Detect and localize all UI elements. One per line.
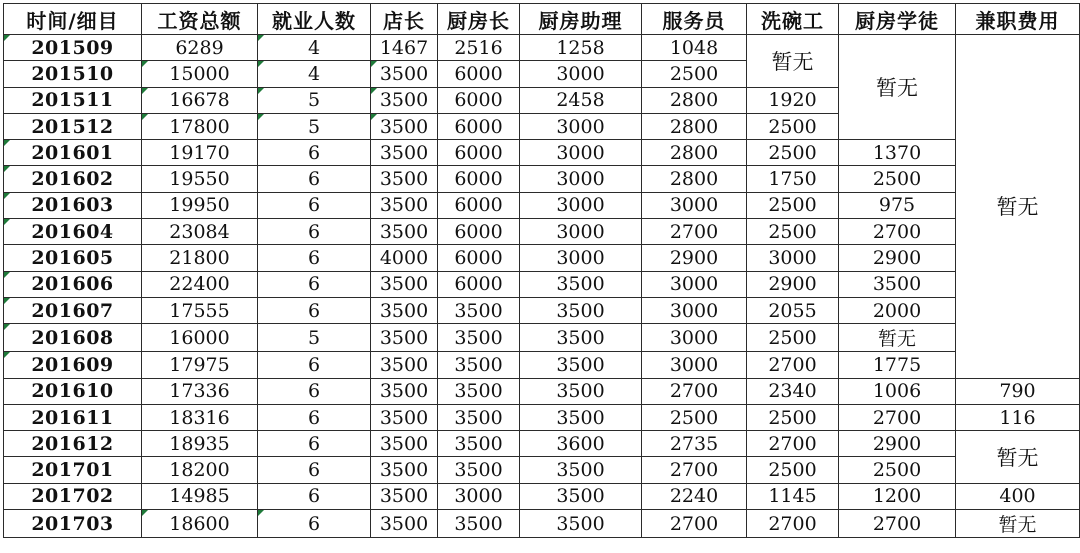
header-kitchen-apprentice[interactable]: 厨房学徒 (839, 4, 956, 35)
cell-dishwasher[interactable]: 2700 (747, 510, 839, 538)
cell-total-wages[interactable]: 17336 (142, 378, 258, 404)
cell-kitchen-assistant[interactable]: 3500 (520, 457, 642, 483)
cell-staff-count[interactable]: 5 (258, 87, 371, 113)
cell-waiter[interactable]: 3000 (642, 324, 747, 352)
cell-waiter[interactable]: 3000 (642, 297, 747, 323)
cell-staff-count[interactable]: 6 (258, 297, 371, 323)
cell-store-manager[interactable]: 3500 (371, 378, 438, 404)
cell-period[interactable]: 201601 (4, 140, 142, 166)
cell-store-manager[interactable]: 3500 (371, 271, 438, 297)
cell-head-chef[interactable]: 6000 (438, 140, 520, 166)
cell-dishwasher[interactable]: 1750 (747, 166, 839, 192)
cell-store-manager[interactable]: 3500 (371, 192, 438, 218)
cell-waiter[interactable]: 2900 (642, 245, 747, 271)
table-row (4, 510, 1080, 538)
cell-dishwasher[interactable]: 2500 (747, 457, 839, 483)
header-kitchen-assistant[interactable]: 厨房助理 (520, 4, 642, 35)
cell-period[interactable]: 201611 (4, 404, 142, 430)
cell-apprentice[interactable]: 2500 (839, 166, 956, 192)
cell-dishwasher[interactable]: 2700 (747, 431, 839, 457)
cell-kitchen-assistant[interactable]: 1258 (520, 35, 642, 61)
table-row (4, 245, 1080, 271)
cell-head-chef[interactable]: 3500 (438, 352, 520, 378)
cell-dishwasher[interactable]: 2500 (747, 192, 839, 218)
header-period[interactable]: 时间/细目 (4, 4, 142, 35)
cell-dishwasher[interactable]: 2500 (747, 140, 839, 166)
cell-waiter[interactable]: 2700 (642, 378, 747, 404)
cell-kitchen-assistant[interactable]: 3000 (520, 113, 642, 139)
cell-dishwasher[interactable]: 1920 (747, 87, 839, 113)
cell-period[interactable]: 201603 (4, 192, 142, 218)
cell-total-wages[interactable]: 21800 (142, 245, 258, 271)
cell-part-time[interactable]: 116 (956, 404, 1080, 430)
cell-head-chef[interactable]: 6000 (438, 192, 520, 218)
table-row (4, 140, 1080, 166)
header-part-time-cost[interactable]: 兼职费用 (956, 4, 1080, 35)
table-row (4, 483, 1080, 509)
cell-head-chef[interactable]: 6000 (438, 166, 520, 192)
cell-total-wages[interactable]: 17975 (142, 352, 258, 378)
cell-waiter[interactable]: 3000 (642, 192, 747, 218)
cell-period[interactable]: 201602 (4, 166, 142, 192)
cell-period[interactable]: 201701 (4, 457, 142, 483)
cell-period[interactable]: 201606 (4, 271, 142, 297)
cell-kitchen-assistant[interactable]: 3000 (520, 192, 642, 218)
cell-waiter[interactable]: 2700 (642, 219, 747, 245)
cell-kitchen-assistant[interactable]: 3000 (520, 245, 642, 271)
cell-waiter[interactable]: 2500 (642, 61, 747, 87)
cell-store-manager[interactable]: 3500 (371, 510, 438, 538)
cell-staff-count[interactable]: 5 (258, 113, 371, 139)
cell-kitchen-assistant[interactable]: 3500 (520, 510, 642, 538)
cell-kitchen-assistant[interactable]: 3000 (520, 219, 642, 245)
cell-store-manager[interactable]: 3500 (371, 324, 438, 352)
cell-part-time-merged[interactable]: 暂无 (956, 431, 1080, 484)
cell-head-chef[interactable]: 3500 (438, 457, 520, 483)
header-dishwasher[interactable]: 洗碗工 (747, 4, 839, 35)
cell-period[interactable]: 201510 (4, 61, 142, 87)
cell-staff-count[interactable]: 6 (258, 378, 371, 404)
cell-kitchen-assistant[interactable]: 3000 (520, 61, 642, 87)
cell-waiter[interactable]: 2800 (642, 166, 747, 192)
cell-total-wages[interactable]: 18316 (142, 404, 258, 430)
header-head-chef[interactable]: 厨房长 (438, 4, 520, 35)
cell-period[interactable]: 201608 (4, 324, 142, 352)
cell-staff-count[interactable]: 6 (258, 192, 371, 218)
cell-staff-count[interactable]: 6 (258, 271, 371, 297)
cell-staff-count[interactable]: 6 (258, 245, 371, 271)
cell-waiter[interactable]: 2700 (642, 457, 747, 483)
table-row (4, 404, 1080, 430)
cell-kitchen-assistant[interactable]: 3000 (520, 166, 642, 192)
cell-apprentice[interactable]: 2700 (839, 404, 956, 430)
table-row (4, 192, 1080, 218)
cell-period[interactable]: 201605 (4, 245, 142, 271)
cell-dishwasher[interactable]: 2500 (747, 113, 839, 139)
cell-period[interactable]: 201509 (4, 35, 142, 61)
cell-head-chef[interactable]: 6000 (438, 87, 520, 113)
cell-dishwasher[interactable]: 2500 (747, 219, 839, 245)
cell-head-chef[interactable]: 3500 (438, 510, 520, 538)
table-row (4, 166, 1080, 192)
cell-part-time[interactable]: 400 (956, 483, 1080, 509)
cell-total-wages[interactable]: 19170 (142, 140, 258, 166)
cell-part-time[interactable]: 790 (956, 378, 1080, 404)
salary-table (3, 3, 1080, 538)
cell-store-manager[interactable]: 4000 (371, 245, 438, 271)
cell-total-wages[interactable]: 17800 (142, 113, 258, 139)
cell-dishwasher-merged[interactable]: 暂无 (747, 35, 839, 88)
cell-period[interactable]: 201609 (4, 352, 142, 378)
cell-dishwasher[interactable]: 3000 (747, 245, 839, 271)
cell-store-manager[interactable]: 3500 (371, 219, 438, 245)
cell-kitchen-assistant[interactable]: 3500 (520, 404, 642, 430)
cell-total-wages[interactable]: 19950 (142, 192, 258, 218)
cell-total-wages[interactable]: 18600 (142, 510, 258, 538)
cell-part-time[interactable]: 暂无 (956, 510, 1080, 538)
cell-head-chef[interactable]: 3500 (438, 404, 520, 430)
cell-apprentice[interactable]: 1200 (839, 483, 956, 509)
cell-store-manager[interactable]: 3500 (371, 87, 438, 113)
cell-dishwasher[interactable]: 2500 (747, 404, 839, 430)
cell-total-wages[interactable]: 15000 (142, 61, 258, 87)
cell-store-manager[interactable]: 3500 (371, 352, 438, 378)
table-row (4, 457, 1080, 483)
cell-store-manager[interactable]: 3500 (371, 297, 438, 323)
cell-period[interactable]: 201512 (4, 113, 142, 139)
table-row (4, 271, 1080, 297)
cell-dishwasher[interactable]: 2500 (747, 324, 839, 352)
cell-head-chef[interactable]: 3000 (438, 483, 520, 509)
cell-period[interactable]: 201511 (4, 87, 142, 113)
cell-store-manager[interactable]: 3500 (371, 483, 438, 509)
cell-total-wages[interactable]: 22400 (142, 271, 258, 297)
cell-head-chef[interactable]: 6000 (438, 271, 520, 297)
header-row (4, 4, 1080, 35)
header-waiter[interactable]: 服务员 (642, 4, 747, 35)
cell-waiter[interactable]: 2500 (642, 404, 747, 430)
cell-staff-count[interactable]: 6 (258, 431, 371, 457)
cell-apprentice[interactable]: 2700 (839, 510, 956, 538)
cell-total-wages[interactable]: 23084 (142, 219, 258, 245)
table-row (4, 219, 1080, 245)
cell-waiter[interactable]: 2240 (642, 483, 747, 509)
cell-store-manager[interactable]: 1467 (371, 35, 438, 61)
cell-dishwasher[interactable]: 2700 (747, 352, 839, 378)
cell-kitchen-assistant[interactable]: 3500 (520, 297, 642, 323)
cell-waiter[interactable]: 2735 (642, 431, 747, 457)
cell-kitchen-assistant[interactable]: 3500 (520, 324, 642, 352)
cell-dishwasher[interactable]: 2340 (747, 378, 839, 404)
cell-staff-count[interactable]: 4 (258, 61, 371, 87)
cell-head-chef[interactable]: 3500 (438, 378, 520, 404)
cell-staff-count[interactable]: 6 (258, 404, 371, 430)
cell-head-chef[interactable]: 6000 (438, 219, 520, 245)
cell-staff-count[interactable]: 5 (258, 324, 371, 352)
cell-head-chef[interactable]: 6000 (438, 113, 520, 139)
cell-total-wages[interactable]: 18200 (142, 457, 258, 483)
cell-waiter[interactable]: 2800 (642, 113, 747, 139)
cell-head-chef[interactable]: 3500 (438, 324, 520, 352)
cell-store-manager[interactable]: 3500 (371, 431, 438, 457)
cell-apprentice-merged[interactable]: 暂无 (839, 35, 956, 140)
cell-dishwasher[interactable]: 2055 (747, 297, 839, 323)
cell-part-time-merged[interactable]: 暂无 (956, 35, 1080, 379)
cell-staff-count[interactable]: 6 (258, 140, 371, 166)
cell-total-wages[interactable]: 17555 (142, 297, 258, 323)
cell-kitchen-assistant[interactable]: 3500 (520, 352, 642, 378)
cell-waiter[interactable]: 1048 (642, 35, 747, 61)
cell-kitchen-assistant[interactable]: 2458 (520, 87, 642, 113)
cell-staff-count[interactable]: 6 (258, 219, 371, 245)
cell-staff-count[interactable]: 6 (258, 352, 371, 378)
cell-apprentice[interactable]: 975 (839, 192, 956, 218)
header-staff-count[interactable]: 就业人数 (258, 4, 371, 35)
cell-staff-count[interactable]: 4 (258, 35, 371, 61)
cell-kitchen-assistant[interactable]: 3500 (520, 378, 642, 404)
table-row (4, 324, 1080, 352)
table-row (4, 35, 1080, 61)
table-row (4, 297, 1080, 323)
table-row (4, 431, 1080, 457)
cell-staff-count[interactable]: 6 (258, 483, 371, 509)
cell-apprentice[interactable]: 暂无 (839, 324, 956, 352)
cell-total-wages[interactable]: 19550 (142, 166, 258, 192)
cell-period[interactable]: 201607 (4, 297, 142, 323)
cell-waiter[interactable]: 3000 (642, 271, 747, 297)
cell-period[interactable]: 201604 (4, 219, 142, 245)
cell-total-wages[interactable]: 16000 (142, 324, 258, 352)
header-store-manager[interactable]: 店长 (371, 4, 438, 35)
cell-period[interactable]: 201702 (4, 483, 142, 509)
cell-apprentice[interactable]: 2900 (839, 431, 956, 457)
cell-apprentice[interactable]: 2900 (839, 245, 956, 271)
cell-kitchen-assistant[interactable]: 3000 (520, 140, 642, 166)
cell-apprentice[interactable]: 1370 (839, 140, 956, 166)
cell-waiter[interactable]: 3000 (642, 352, 747, 378)
cell-waiter[interactable]: 2700 (642, 510, 747, 538)
cell-total-wages[interactable]: 6289 (142, 35, 258, 61)
cell-apprentice[interactable]: 2500 (839, 457, 956, 483)
cell-waiter[interactable]: 2800 (642, 140, 747, 166)
cell-period[interactable]: 201703 (4, 510, 142, 538)
cell-total-wages[interactable]: 16678 (142, 87, 258, 113)
cell-head-chef[interactable]: 6000 (438, 61, 520, 87)
cell-apprentice[interactable]: 1006 (839, 378, 956, 404)
cell-head-chef[interactable]: 6000 (438, 245, 520, 271)
cell-period[interactable]: 201612 (4, 431, 142, 457)
cell-staff-count[interactable]: 6 (258, 166, 371, 192)
cell-staff-count[interactable]: 6 (258, 510, 371, 538)
cell-apprentice[interactable]: 2700 (839, 219, 956, 245)
cell-head-chef[interactable]: 3500 (438, 431, 520, 457)
cell-store-manager[interactable]: 3500 (371, 404, 438, 430)
cell-staff-count[interactable]: 6 (258, 457, 371, 483)
cell-kitchen-assistant[interactable]: 3500 (520, 271, 642, 297)
header-total-wages[interactable]: 工资总额 (142, 4, 258, 35)
cell-apprentice[interactable]: 3500 (839, 271, 956, 297)
cell-waiter[interactable]: 2800 (642, 87, 747, 113)
cell-store-manager[interactable]: 3500 (371, 140, 438, 166)
cell-store-manager[interactable]: 3500 (371, 166, 438, 192)
table-row (4, 352, 1080, 378)
cell-total-wages[interactable]: 18935 (142, 431, 258, 457)
cell-dishwasher[interactable]: 2900 (747, 271, 839, 297)
cell-store-manager[interactable]: 3500 (371, 61, 438, 87)
cell-apprentice[interactable]: 1775 (839, 352, 956, 378)
cell-kitchen-assistant[interactable]: 3600 (520, 431, 642, 457)
cell-head-chef[interactable]: 3500 (438, 297, 520, 323)
cell-store-manager[interactable]: 3500 (371, 457, 438, 483)
cell-kitchen-assistant[interactable]: 3500 (520, 483, 642, 509)
cell-total-wages[interactable]: 14985 (142, 483, 258, 509)
cell-dishwasher[interactable]: 1145 (747, 483, 839, 509)
table-row (4, 378, 1080, 404)
cell-apprentice[interactable]: 2000 (839, 297, 956, 323)
cell-store-manager[interactable]: 3500 (371, 113, 438, 139)
cell-head-chef[interactable]: 2516 (438, 35, 520, 61)
cell-period[interactable]: 201610 (4, 378, 142, 404)
